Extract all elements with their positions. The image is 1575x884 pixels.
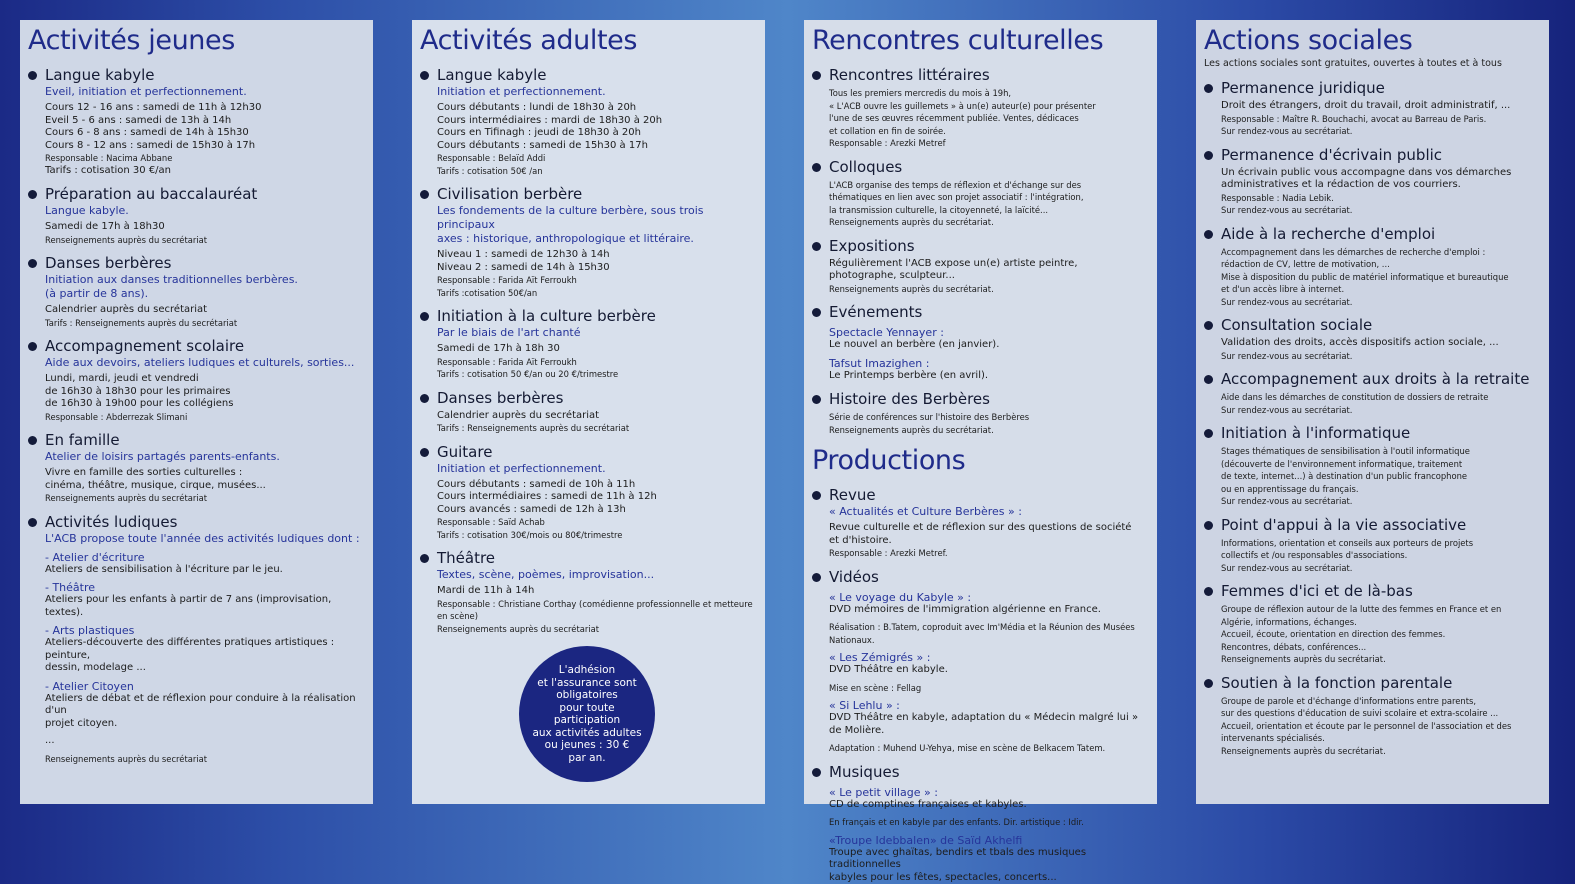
sub-entry [829,742,1153,755]
section-item-detail: Calendrier auprès du secrétariat [437,410,761,423]
bullet-icon [1204,151,1213,160]
sub-entry [45,551,369,577]
section-item-detail: Sur rendez-vous au secrétariat. [1221,562,1545,575]
bullet-icon [1204,375,1213,384]
sub-entry-text: CD de comptines françaises et kabyles. [829,799,1153,812]
section-item-title: Danses berbères [45,254,369,272]
section-item-detail: Sur rendez-vous au secrétariat. [1221,350,1545,363]
section-item [812,66,1153,150]
section-item-title: Accompagnement aux droits à la retraite [1221,370,1545,388]
section-item-detail: Renseignements auprès du secrétariat. [829,283,1153,296]
section-item-title: Rencontres littéraires [829,66,1153,84]
bullet-icon [1204,429,1213,438]
section-item-detail: Samedi de 17h à 18h 30 [437,343,761,356]
sub-entry [45,680,369,731]
section-item [812,158,1153,229]
bullet-icon [28,436,37,445]
section-item-detail: Tarifs : cotisation 30 €/an [45,165,369,178]
section-item-title: Langue kabyle [437,66,761,84]
section-item-detail: Cours 6 - 8 ans : samedi de 14h à 15h30 [45,127,369,140]
section-item-detail: Accompagnement dans les démarches de recherche d'emploi : rédaction de CV, lettre de motivation, ... Mise à disposition du public de matériel informatique et bureautique et d'un accès libre à internet. [1221,246,1545,296]
section-item-detail: Tous les premiers mercredis du mois à 19h, « L'ACB ouvre les guillemets » à un(e) auteur(e) pour présenter l'une de ses œuvres récemment publiée. Ventes, dédicaces et collation en fin de soirée. [829,87,1153,137]
section-item [28,254,369,329]
sub-entry [829,786,1153,812]
sub-entry-label: - Théâtre [45,581,369,594]
section-item-title: Musiques [829,763,1153,781]
column-title: Actions sociales [1204,26,1545,56]
sub-entry-label: - Atelier Citoyen [45,680,369,693]
section-item-detail: Tarifs : Renseignements auprès du secrétariat [437,422,761,435]
sub-entry [829,682,1153,695]
section-item-detail: Renseignements auprès du secrétariat. [1221,745,1545,758]
section-item-detail: Sur rendez-vous au secrétariat. [1221,495,1545,508]
section-item-title: En famille [45,431,369,449]
section-item-detail: Série de conférences sur l'histoire des Berbères [829,411,1153,424]
sub-entry-text: Renseignements auprès du secrétariat [45,753,369,766]
sub-entry [829,834,1153,884]
section-item-detail: Cours 12 - 16 ans : samedi de 11h à 12h30 [45,102,369,115]
column-activites-jeunes [20,20,373,804]
section-item-detail: Sur rendez-vous au secrétariat. [1221,125,1545,138]
section-item-title: Soutien à la fonction parentale [1221,674,1545,692]
section-item-detail: Validation des droits, accès dispositifs action sociale, ... [1221,337,1545,350]
sub-entry-label: «Troupe Idebbalen» de Saïd Akhelfi [829,834,1153,847]
section-item-detail: Tarifs : cotisation 50€ /an [437,165,761,178]
section-item-title: Guitare [437,443,761,461]
bullet-icon [420,190,429,199]
sub-entry-label: - Atelier d'écriture [45,551,369,564]
section-item [28,66,369,177]
section-item-title: Point d'appui à la vie associative [1221,516,1545,534]
section-item [812,390,1153,436]
section-item-detail: Cours intermédiaires : mardi de 18h30 à 20h [437,115,761,128]
section-item [1204,516,1545,575]
bullet-icon [812,573,821,582]
section-item-title: Expositions [829,237,1153,255]
section-item-detail: Calendrier auprès du secrétariat [45,304,369,317]
section-item-detail: Aide dans les démarches de constitution de dossiers de retraite [1221,391,1545,404]
sub-entry [45,624,369,675]
section-item-detail: Responsable : Arezki Metref [829,137,1153,150]
section-item-detail: Responsable : Farida Aït Ferroukh [437,274,761,287]
section-item-title: Aide à la recherche d'emploi [1221,225,1545,243]
sub-entry [45,753,369,766]
section-item-title: Initiation à l'informatique [1221,424,1545,442]
section-item-detail: Renseignements auprès du secrétariat [45,492,369,505]
section-item-title: Permanence juridique [1221,79,1545,97]
sub-entry-label: Spectacle Yennayer : [829,326,1153,339]
section-item-detail: Responsable : Abderrezak Slimani [45,411,369,424]
sub-entry-text: DVD mémoires de l'immigration algérienne en France. [829,604,1153,617]
section-item-detail: Niveau 2 : samedi de 14h à 15h30 [437,262,761,275]
sub-entry [829,591,1153,617]
section-item-detail: Sur rendez-vous au secrétariat. [1221,404,1545,417]
bullet-icon [420,394,429,403]
section-item-detail: Revue culturelle et de réflexion sur des questions de société et d'histoire. [829,522,1153,547]
column-title: Rencontres culturelles [812,26,1153,56]
section-item-title: Revue [829,486,1153,504]
section-item-detail: Renseignements auprès du secrétariat [45,234,369,247]
bullet-icon [1204,321,1213,330]
section-item-title: Initiation à la culture berbère [437,307,761,325]
section-item-detail: Lundi, mardi, jeudi et vendredi de 16h30 à 18h30 pour les primaires de 16h30 à 19h00 pour les collégiens [45,373,369,411]
column-title: Activités adultes [420,26,761,56]
section-item-subtitle: Textes, scène, poèmes, improvisation... [437,568,761,582]
sub-entry-text: Adaptation : Muhend U-Yehya, mise en scène de Belkacem Tatem. [829,742,1153,755]
section-item-detail: Responsable : Saïd Achab [437,516,761,529]
bullet-icon [1204,84,1213,93]
section-item-subtitle: Initiation et perfectionnement. [437,462,761,476]
section-item-subtitle: Eveil, initiation et perfectionnement. [45,85,369,99]
section-item-title: Colloques [829,158,1153,176]
section-item-title: Activités ludiques [45,513,369,531]
section-item-detail: Eveil 5 - 6 ans : samedi de 13h à 14h [45,115,369,128]
section-item-detail: Cours avancés : samedi de 12h à 13h [437,504,761,517]
sub-entry-text: ... [45,735,369,748]
sub-entry-text: Troupe avec ghaïtas, bendirs et tbals des musiques traditionnelles kabyles pour les fêtes, spectacles, concerts... [829,847,1153,884]
section-item [1204,79,1545,138]
section-item-title: Civilisation berbère [437,185,761,203]
section-item [812,303,1153,382]
bullet-icon [812,395,821,404]
section-item-detail: Renseignements auprès du secrétariat. [829,216,1153,229]
section-item-detail: Informations, orientation et conseils aux porteurs de projets collectifs et /ou responsables d'associations. [1221,537,1545,562]
section-item-detail: Sur rendez-vous au secrétariat. [1221,296,1545,309]
section-item-subtitle: Par le biais de l'art chanté [437,326,761,340]
section-item-detail: Groupe de réflexion autour de la lutte des femmes en France et en Algérie, informations, échanges. Accueil, écoute, orientation en direction des femmes. Rencontres, débats, conférences... [1221,603,1545,653]
bullet-icon [28,259,37,268]
bullet-icon [420,312,429,321]
section-item [420,443,761,542]
section-item-detail: Renseignements auprès du secrétariat [437,623,761,636]
section-item [420,66,761,177]
bullet-icon [420,448,429,457]
bullet-icon [812,768,821,777]
section-item [1204,146,1545,217]
sub-entry-text: Ateliers pour les enfants à partir de 7 ans (improvisation, textes). [45,594,369,619]
sub-entry-text: DVD Théâtre en kabyle. [829,664,1153,677]
section-item-detail: Responsable : Arezki Metref. [829,547,1153,560]
bullet-icon [1204,587,1213,596]
sub-entry-text: Ateliers de sensibilisation à l'écriture par le jeu. [45,564,369,577]
section-item-title: Vidéos [829,568,1153,586]
sub-entry-text: Réalisation : B.Tatem, coproduit avec Im'Média et la Réunion des Musées Nationaux. [829,621,1153,646]
section-item-title: Accompagnement scolaire [45,337,369,355]
section-item-detail: Cours débutants : samedi de 10h à 11h [437,479,761,492]
sub-entry-label: Tafsut Imazighen : [829,357,1153,370]
section-item-detail: Cours intermédiaires : samedi de 11h à 12h [437,491,761,504]
sub-entry [829,816,1153,829]
section-item-title: Langue kabyle [45,66,369,84]
section-item-detail: Responsable : Christiane Corthay (comédienne professionnelle et metteure en scène) [437,598,761,623]
section-item-title: Permanence d'écrivain public [1221,146,1545,164]
section-item [420,307,761,381]
column-intro: Les actions sociales sont gratuites, ouvertes à toutes et à tous [1204,58,1545,69]
bullet-icon [812,242,821,251]
sub-entry [829,699,1153,737]
section-item-detail: Un écrivain public vous accompagne dans vos démarches administratives et la rédaction de vos courriers. [1221,167,1545,192]
sub-entry-text: DVD Théâtre en kabyle, adaptation du « Médecin malgré lui » de Molière. [829,712,1153,737]
column-title-productions: Productions [812,446,1153,476]
sub-entry-label: « Les Zémigrés » : [829,651,1153,664]
section-item-title: Théâtre [437,549,761,567]
section-item-detail: Niveau 1 : samedi de 12h30 à 14h [437,249,761,262]
section-item [1204,674,1545,758]
section-item-detail: Cours débutants : samedi de 15h30 à 17h [437,140,761,153]
section-item [1204,316,1545,362]
sub-entry [829,326,1153,352]
section-item [812,237,1153,296]
bullet-icon [28,190,37,199]
bullet-icon [28,71,37,80]
section-item-subtitle: Aide aux devoirs, ateliers ludiques et culturels, sorties... [45,356,369,370]
section-item [1204,225,1545,309]
section-item [1204,370,1545,416]
section-item [28,337,369,423]
column-title: Activités jeunes [28,26,369,56]
section-item-detail: Cours en Tifinagh : jeudi de 18h30 à 20h [437,127,761,140]
section-item-detail: Responsable : Nacima Abbane [45,152,369,165]
section-item-detail: Vivre en famille des sorties culturelles : cinéma, théâtre, musique, cirque, musées... [45,467,369,492]
section-item [812,568,1153,755]
section-item-subtitle: Atelier de loisirs partagés parents-enfants. [45,450,369,464]
section-item [420,185,761,299]
sub-entry-label: « Le petit village » : [829,786,1153,799]
section-item-subtitle: Langue kabyle. [45,204,369,218]
section-item-detail: Renseignements auprès du secrétariat. [1221,653,1545,666]
section-item [28,431,369,505]
section-item-detail: Tarifs : cotisation 30€/mois ou 80€/trimestre [437,529,761,542]
section-item-detail: Tarifs :cotisation 50€/an [437,287,761,300]
sub-entry-text: Ateliers-découverte des différentes pratiques artistiques : peinture, dessin, modelage ... [45,637,369,675]
section-item [812,763,1153,884]
section-item [28,185,369,246]
section-item-subtitle: Les fondements de la culture berbère, sous trois principaux axes : historique, anthropologique et littéraire. [437,204,761,246]
section-item-detail: Stages thématiques de sensibilisation à l'outil informatique (découverte de l'environnement informatique, traitement de texte, internet...) à destination d'un public francophone ou en apprentissage du français. [1221,445,1545,495]
section-item-detail: L'ACB organise des temps de réflexion et d'échange sur des thématiques en lien avec son projet associatif : l'intégration, la transmission culturelle, la citoyenneté, la laïcité... [829,179,1153,217]
section-item-detail: Tarifs : Renseignements auprès du secrétariat [45,317,369,330]
bullet-icon [812,491,821,500]
bullet-icon [812,71,821,80]
section-item-detail: Droit des étrangers, droit du travail, droit administratif, ... [1221,100,1545,113]
sub-entry-text: Mise en scène : Fellag [829,682,1153,695]
section-item [420,549,761,635]
section-item-detail: Tarifs : cotisation 50 €/an ou 20 €/trimestre [437,368,761,381]
bullet-icon [812,308,821,317]
section-item-title: Evénements [829,303,1153,321]
section-item-title: Préparation au baccalauréat [45,185,369,203]
section-item-detail: Sur rendez-vous au secrétariat. [1221,204,1545,217]
section-item [28,513,369,766]
sub-entry-text: En français et en kabyle par des enfants. Dir. artistique : Idir. [829,816,1153,829]
bullet-icon [28,342,37,351]
membership-note-badge: L'adhésion et l'assurance sont obligatoires pour toute participation aux activités adultes ou jeunes : 30 € par an. [519,646,655,782]
bullet-icon [1204,679,1213,688]
sub-entry-text: Le Printemps berbère (en avril). [829,370,1153,383]
bullet-icon [1204,230,1213,239]
section-item-subtitle: « Actualités et Culture Berbères » : [829,505,1153,519]
bullet-icon [1204,521,1213,530]
section-item [420,389,761,435]
sub-entry-label: - Arts plastiques [45,624,369,637]
bullet-icon [812,163,821,172]
section-item-detail: Régulièrement l'ACB expose un(e) artiste peintre, photographe, sculpteur... [829,258,1153,283]
sub-entry [45,735,369,748]
section-item-detail: Groupe de parole et d'échange d'informations entre parents, sur des questions d'éducation de suivi scolaire et extra-scolaire ... Accueil, orientation et écoute par le personnel de l'association et des intervenants spécialisés. [1221,695,1545,745]
section-item-detail: Responsable : Nadia Lebik. [1221,192,1545,205]
sub-entry-label: « Le voyage du Kabyle » : [829,591,1153,604]
section-item [1204,424,1545,508]
section-item-title: Danses berbères [437,389,761,407]
section-item-detail: Responsable : Farida Aït Ferroukh [437,356,761,369]
section-item [1204,582,1545,666]
section-item-subtitle: Initiation aux danses traditionnelles berbères. (à partir de 8 ans). [45,273,369,301]
sub-entry [829,621,1153,646]
sub-entry [829,357,1153,383]
section-item-detail: Responsable : Belaïd Addi [437,152,761,165]
sub-entry [829,651,1153,677]
sub-entry-text: Le nouvel an berbère (en janvier). [829,339,1153,352]
section-item-title: Femmes d'ici et de là-bas [1221,582,1545,600]
section-item-detail: Samedi de 17h à 18h30 [45,221,369,234]
column-rencontres-culturelles [804,20,1157,804]
column-actions-sociales [1196,20,1549,804]
section-item-detail: Renseignements auprès du secrétariat. [829,424,1153,437]
section-item-detail: Responsable : Maître R. Bouchachi, avocat au Barreau de Paris. [1221,113,1545,126]
section-item [812,486,1153,560]
section-item-title: Histoire des Berbères [829,390,1153,408]
section-item-title: Consultation sociale [1221,316,1545,334]
bullet-icon [28,518,37,527]
bullet-icon [420,554,429,563]
section-item-subtitle: L'ACB propose toute l'année des activités ludiques dont : [45,532,369,546]
sub-entry [45,581,369,619]
section-item-detail: Cours 8 - 12 ans : samedi de 15h30 à 17h [45,140,369,153]
sub-entry-text: Ateliers de débat et de réflexion pour conduire à la réalisation d'un projet citoyen. [45,693,369,731]
section-item-subtitle: Initiation et perfectionnement. [437,85,761,99]
section-item-detail: Mardi de 11h à 14h [437,585,761,598]
bullet-icon [420,71,429,80]
section-item-detail: Cours débutants : lundi de 18h30 à 20h [437,102,761,115]
sub-entry-label: « Si Lehlu » : [829,699,1153,712]
